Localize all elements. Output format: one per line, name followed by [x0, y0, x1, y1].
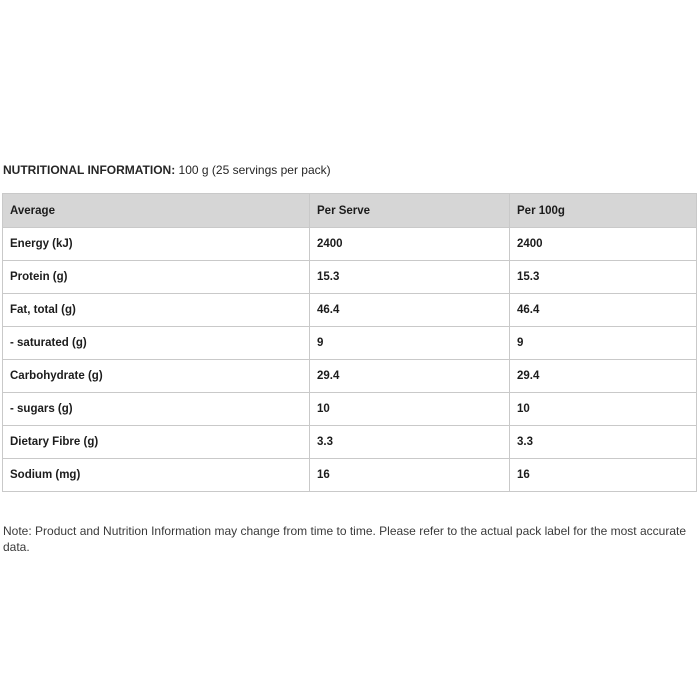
per-serve-value: 46.4 — [310, 294, 510, 327]
nutrient-name: - sugars (g) — [3, 393, 310, 426]
nutrition-table — [2, 193, 697, 492]
nutrient-name: Dietary Fibre (g) — [3, 426, 310, 459]
per-100g-value: 46.4 — [510, 294, 697, 327]
disclaimer-note: Note: Product and Nutrition Information may change from time to time. Please refer to the actual pack label for the most accurate data. — [3, 524, 686, 554]
table-header-row — [3, 194, 697, 228]
table-row — [3, 228, 697, 261]
per-100g-value: 2400 — [510, 228, 697, 261]
per-100g-value: 10 — [510, 393, 697, 426]
per-serve-value: 2400 — [310, 228, 510, 261]
column-header-average: Average — [3, 194, 310, 228]
per-100g-value: 16 — [510, 459, 697, 492]
nutrition-heading — [3, 163, 331, 177]
nutrient-name: Fat, total (g) — [3, 294, 310, 327]
per-100g-value: 3.3 — [510, 426, 697, 459]
nutrient-name: - saturated (g) — [3, 327, 310, 360]
per-serve-value: 15.3 — [310, 261, 510, 294]
table-row — [3, 459, 697, 492]
nutrient-name: Carbohydrate (g) — [3, 360, 310, 393]
table-row — [3, 261, 697, 294]
per-100g-value: 15.3 — [510, 261, 697, 294]
per-100g-value: 9 — [510, 327, 697, 360]
nutrient-name: Protein (g) — [3, 261, 310, 294]
per-serve-value: 10 — [310, 393, 510, 426]
table-row — [3, 327, 697, 360]
per-serve-value: 29.4 — [310, 360, 510, 393]
nutrition-heading-label: NUTRITIONAL INFORMATION: — [3, 163, 176, 177]
table-row — [3, 393, 697, 426]
column-header-per-serve: Per Serve — [310, 194, 510, 228]
nutrient-name: Sodium (mg) — [3, 459, 310, 492]
nutrient-name: Energy (kJ) — [3, 228, 310, 261]
per-serve-value: 3.3 — [310, 426, 510, 459]
per-100g-value: 29.4 — [510, 360, 697, 393]
nutrition-heading-value: 100 g (25 servings per pack) — [178, 163, 331, 177]
table-row — [3, 426, 697, 459]
table-row — [3, 294, 697, 327]
column-header-per-100g: Per 100g — [510, 194, 697, 228]
per-serve-value: 9 — [310, 327, 510, 360]
per-serve-value: 16 — [310, 459, 510, 492]
table-row — [3, 360, 697, 393]
